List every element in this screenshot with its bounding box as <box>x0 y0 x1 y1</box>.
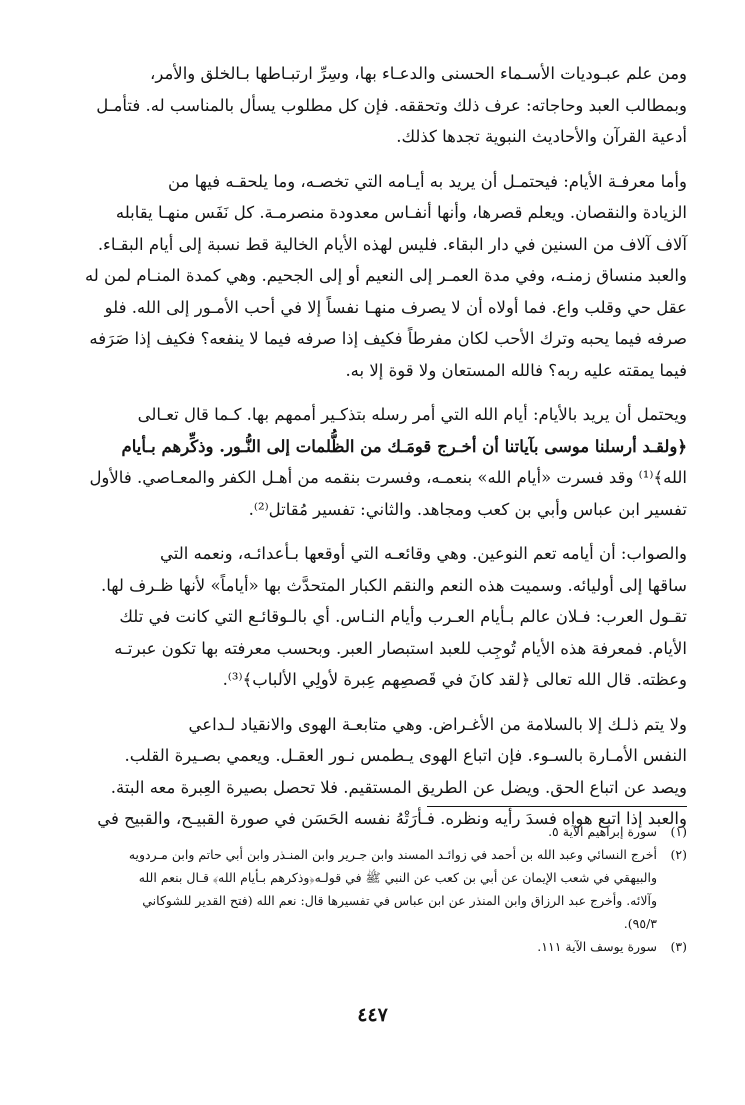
text-line: الأيام. فمعرفة هذه الأيام تُوجِب للعبد استبصار العبر. وبحسب معرفته بها تكون عبرتـه <box>114 638 687 658</box>
quran-verse-line: ﴿ولقـد أرسلنا موسى بآياتنا أن أخـرج قومَـك من الظُّلمات إلى النُّـور. وذكِّرهم بـأيام <box>121 436 687 456</box>
footnote-text <box>44 935 657 958</box>
main-text <box>44 58 687 835</box>
footnote-text <box>44 843 657 935</box>
text-line: تفسير ابن عباس وأبي بن كعب ومجاهد. والثاني: تفسير مُقاتل⁽²⁾. <box>248 499 687 519</box>
text-line: تقـول العرب: فـلان عالم بـأيام العـرب وأيام النـاس. أي بالـوقائـع التي كانت في تلك <box>119 607 687 626</box>
footnote-line: أخرج النسائي وعبد الله بن أحمد في زوائـد المسند وابن جـرير وابن المنـذر وابن أبي حاتم وابن مـردويه <box>128 847 657 862</box>
text-line: آلاف آلاف من السنين في دار البقاء. فليس لهذه الأيام الخالية قط نسبة إلى أيام البقـاء. <box>97 234 687 254</box>
text-line: والعبد إذا اتبع هواه فسدَ رأيه ونظره. فـأرَتْهُ نفسه الحَسَن في صورة القبيـح، والقبيح في <box>97 809 687 828</box>
text-line: ومن علم عبـوديات الأسـماء الحسنى والدعـاء بها، وسِرِّ ارتبـاطها بـالخلق والأمر، <box>150 64 687 83</box>
footnote-line: ٩٥/٣). <box>623 916 657 931</box>
footnote-number: (٢) <box>670 847 687 862</box>
text-line: الزيادة والنقصان. ويعلم قصرها، وأنها أنفـاس معدودة منصرمـة. كل نَفَس منهـا يقابله <box>115 203 687 222</box>
text-line: الله﴾⁽¹⁾ وقد فسرت «أيام الله» بنعمـه، وفسرت بنقمه من أهـل الكفر والمعـاصي. فالأول <box>89 468 687 487</box>
paragraph <box>44 709 687 835</box>
footnotes <box>44 820 687 958</box>
footnote-line: وآلائه. وأخرج عبد الرزاق وابن المنذر عن ابن عباس في تفسيرها قال: نعم الله (فتح القدير للشوكاني <box>142 893 657 908</box>
text-line: والصواب: أن أيامه تعم النوعين. وهي وقائعـه التي أوقعها بـأعدائـه، ونعمه التي <box>160 544 687 563</box>
text-line: صرفه فيما يحبه وترك الأحب لكان مفرطاً فكيف إذا صرفه فيما لا ينفعه؟ فكيف إذا صَرَفه <box>89 329 687 348</box>
footnote-line: والبيهقي في شعب الإيمان عن أبي بن كعب عن النبي ﷺ في قولـه﴿وذكرهم بـأيام الله﴾ قـال بنعم الله <box>138 870 657 885</box>
footnote-number: (١) <box>670 824 687 839</box>
text-line: ويحتمل أن يريد بالأيام: أيام الله التي أمر رسله بتذكـير أممهم بها. كـما قال تعـالى <box>137 405 687 424</box>
footnote <box>44 820 687 843</box>
paragraph <box>44 399 687 525</box>
footnote-text <box>44 820 657 843</box>
footnote <box>44 843 687 935</box>
text-line: عقل حي وقلب واع. فما أولاه أن لا يصرف منهـا نفساً إلا في أحب الأمـور إلى الله. فلو <box>104 297 687 317</box>
paragraph <box>44 58 687 153</box>
text-line: وعظته. قال الله تعالى ﴿لقد كانَ في قَصصِهم عِبرة لأولِي الألباب﴾⁽³⁾. <box>222 670 687 689</box>
text-line: ساقها إلى أوليائه. وسميت هذه النعم والنقم الكبار المتحدَّث بها «أياماً» لأنها ظـرف لها. <box>101 575 687 595</box>
footnote-number: (٣) <box>670 939 687 954</box>
text-line: فيما يمقته عليه ربه؟ فالله المستعان ولا قوة إلا به. <box>345 360 687 380</box>
text-line: أدعية القرآن والأحاديث النبوية تجدها كذلك. <box>396 127 687 146</box>
footnote-line: سورة إبراهيم الآية ٥. <box>548 824 657 839</box>
text-line: ولا يتم ذلـك إلا بالسلامة من الأغـراض. وهي متابعـة الهوى والانقياد لـداعي <box>188 714 687 734</box>
footnote <box>44 935 687 958</box>
page-number: ٤٤٧ <box>357 1004 388 1026</box>
text-line: وأما معرفـة الأيام: فيحتمـل أن يريد به أيـامه التي تخصـه، وما يلحقـه فيها من <box>167 171 687 191</box>
text-line: النفس الأمـارة بالسـوء. فإن اتباع الهوى يـطمس نـور العقـل. ويعمي بصـيرة القلب. <box>124 746 687 765</box>
text-line: ويصد عن اتباع الحق. ويضل عن الطريق المستقيم. فلا تحصل بصيرة العِبرة معه البتة. <box>110 777 687 797</box>
text-line: وبمطالب العبد وحاجاته: عرف ذلك وتحققه. فإن كل مطلوب يسأل بالمناسب له. فتأمـل <box>96 95 687 115</box>
text-line: والعبد منساق زمنـه، وفي مدة العمـر إلى النعيم أو إلى الجحيم. وهي كمدة المنـام لمن له <box>84 266 687 285</box>
paragraph <box>44 166 687 387</box>
footnote-line: سورة يوسف الآية ١١١. <box>537 939 657 954</box>
footnote-divider <box>427 806 687 807</box>
paragraph <box>44 538 687 696</box>
